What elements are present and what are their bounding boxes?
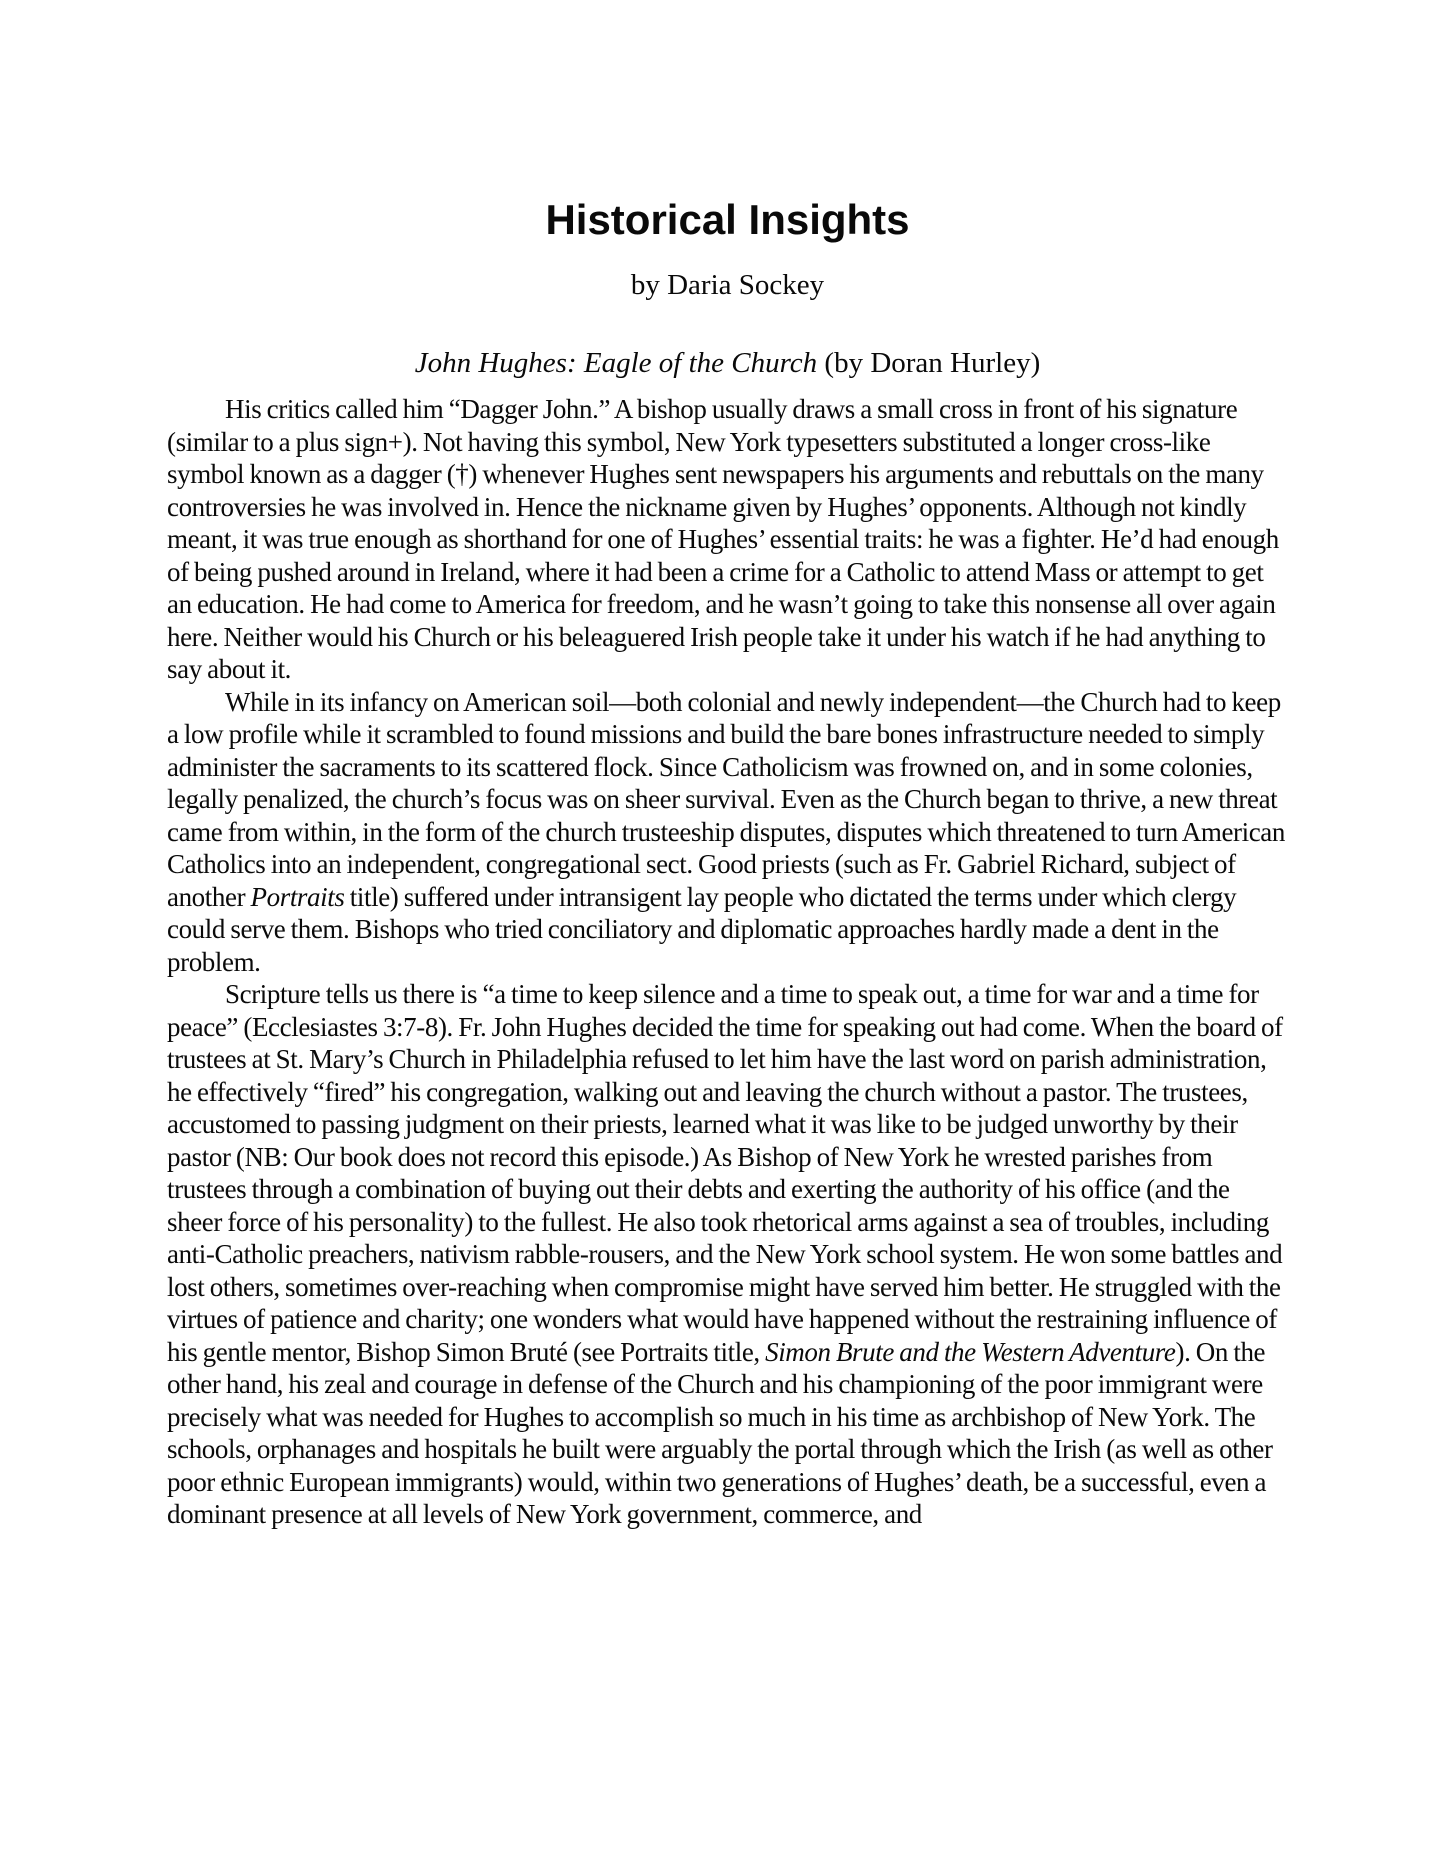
paragraph xyxy=(167,978,1288,1531)
byline: by Daria Sockey xyxy=(630,269,825,302)
inline-book-title: Portraits xyxy=(250,881,345,912)
text-run: title) suffered under intransigent lay people who dictated the terms under which clergy could serve them. Bishops who tried conciliatory and diplomatic approaches hardly made a dent in the problem. xyxy=(167,881,1237,977)
subtitle xyxy=(167,346,1288,380)
book-title: John Hughes: Eagle of the Church xyxy=(414,347,818,380)
article-body xyxy=(167,393,1288,1531)
text-run: Scripture tells us there is “a time to keep silence and a time to speak out, a time for war and a time for peace” (Ecclesiastes 3:7-8). Fr. John Hughes decided the time for speaking out had come. When the board of trustees at St. Mary’s Church in Philadelphia refused to let him have the last word on parish administration, he effectively “fired” his congregation, walking out and leaving the church without a pastor. The trustees, accustomed to passing judgment on their priests, learned what it was like to be judged unworthy by their pastor (NB: Our book does not record this episode.) As Bishop of New York he wrested parishes from trustees through a combination of buying out their debts and exerting the authority of his office (and the sheer force of his personality) to the fullest. He also took rhetorical arms against a sea of troubles, including anti-Catholic preachers, nativism rabble-rousers, and the New York school system. He won some battles and lost others, sometimes over-reaching when compromise might have served him better. He struggled with the virtues of patience and charity; one wonders what would have happened without the restraining influence of his gentle mentor, Bishop Simon Bruté (see Portraits title, xyxy=(167,979,1283,1367)
text-run: ). On the other hand, his zeal and courage in defense of the Church and his championing of the poor immigrant were precisely what was needed for Hughes to accomplish so much in his time as archbishop of New York. The schools, orphanages and hospitals he built were arguably the portal through which the Irish (as well as other poor ethnic European immigrants) would, within two generations of Hughes’ death, be a successful, even a dominant presence at all levels of New York government, commerce, and xyxy=(167,1336,1273,1530)
book-attribution: (by Doran Hurley) xyxy=(817,347,1041,380)
text-run: While in its infancy on American soil—both colonial and newly independent—the Church had to keep a low profile while it scrambled to found missions and build the bare bones infrastructure needed to simply administer the sacraments to its scattered flock. Since Catholicism was frowned on, and in some colonies, legally penalized, the church’s focus was on sheer survival. Even as the Church began to thrive, a new threat came from within, in the form of the church trusteeship disputes, disputes which threatened to turn American Catholics into an independent, congregational sect. Good priests (such as Fr. Gabriel Richard, subject of another xyxy=(167,686,1285,912)
text-run: His critics called him “Dagger John.” A bishop usually draws a small cross in front of his signature (similar to a plus sign+). Not having this symbol, New York typesetters substituted a longer cross-like symbol known as a dagger (†) whenever Hughes sent newspapers his arguments and rebuttals on the many controversies he was involved in. Hence the nickname given by Hughes’ opponents. Although not kindly meant, it was true enough as shorthand for one of Hughes’ essential traits: he was a fighter. He’d had enough of being pushed around in Ireland, where it had been a crime for a Catholic to attend Mass or attempt to get an education. He had come to America for freedom, and he wasn’t going to take this nonsense all over again here. Neither would his Church or his beleaguered Irish people take it under his watch if he had anything to say about it. xyxy=(167,394,1279,685)
inline-book-title: Simon Brute and the Western Adventure xyxy=(765,1336,1176,1367)
paragraph xyxy=(167,393,1288,686)
page-title: Historical Insights xyxy=(545,196,910,243)
paragraph xyxy=(167,686,1288,979)
